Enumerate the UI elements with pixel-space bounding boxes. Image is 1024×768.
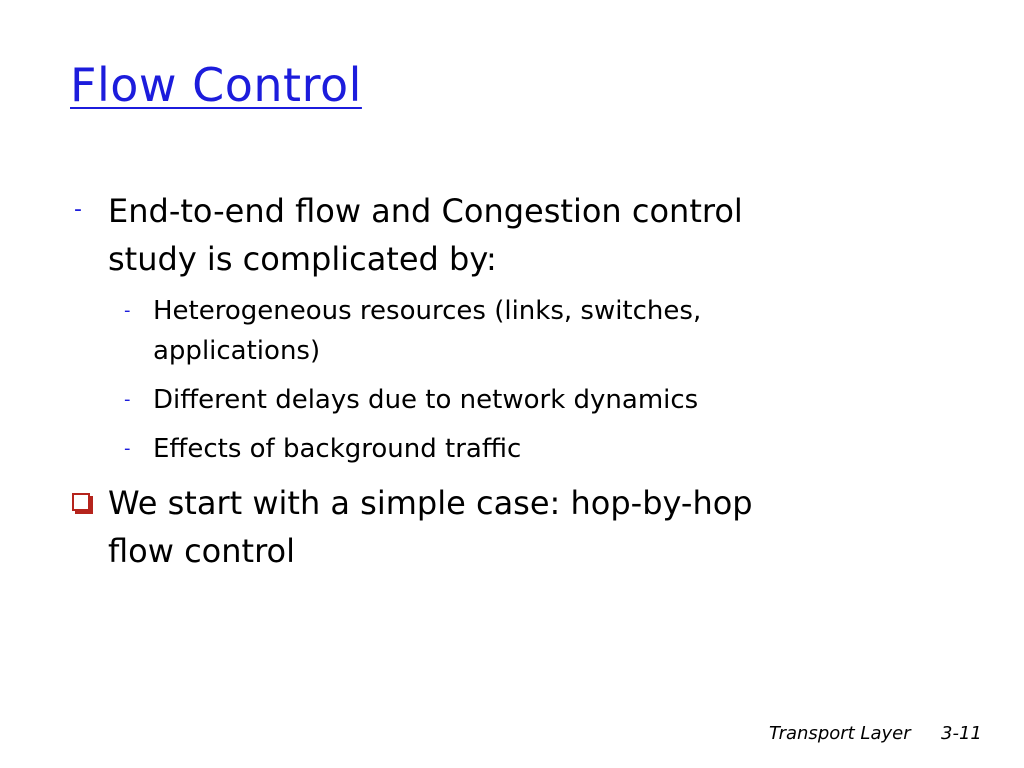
sub-bullet-2-line-1: Different delays due to network dynamics xyxy=(153,385,699,415)
sub-bullet-1-line-1: Heterogeneous resources (links, switches, xyxy=(153,296,702,326)
dash-sub-bullet-marker: - xyxy=(124,389,131,410)
bullet-1-line-1: End-to-end flow and Congestion control xyxy=(108,192,743,230)
bullet-2-line-1: We start with a simple case: hop-by-hop xyxy=(108,484,753,522)
bullet-1-line-2: study is complicated by: xyxy=(108,240,497,278)
sub-bullet-1-line-2: applications) xyxy=(153,336,321,366)
dash-bullet-marker: - xyxy=(74,197,82,222)
bullet-2-line-2: flow control xyxy=(108,532,295,570)
footer-section-label: Transport Layer xyxy=(769,723,911,744)
footer-page-number: 3-11 xyxy=(941,723,982,744)
slide-title: Flow Control xyxy=(70,58,362,112)
dash-sub-bullet-marker: - xyxy=(124,300,131,321)
sub-bullet-3-line-1: Effects of background traffic xyxy=(153,434,522,464)
dash-sub-bullet-marker: - xyxy=(124,438,131,459)
checkbox-bullet-icon xyxy=(72,493,90,511)
